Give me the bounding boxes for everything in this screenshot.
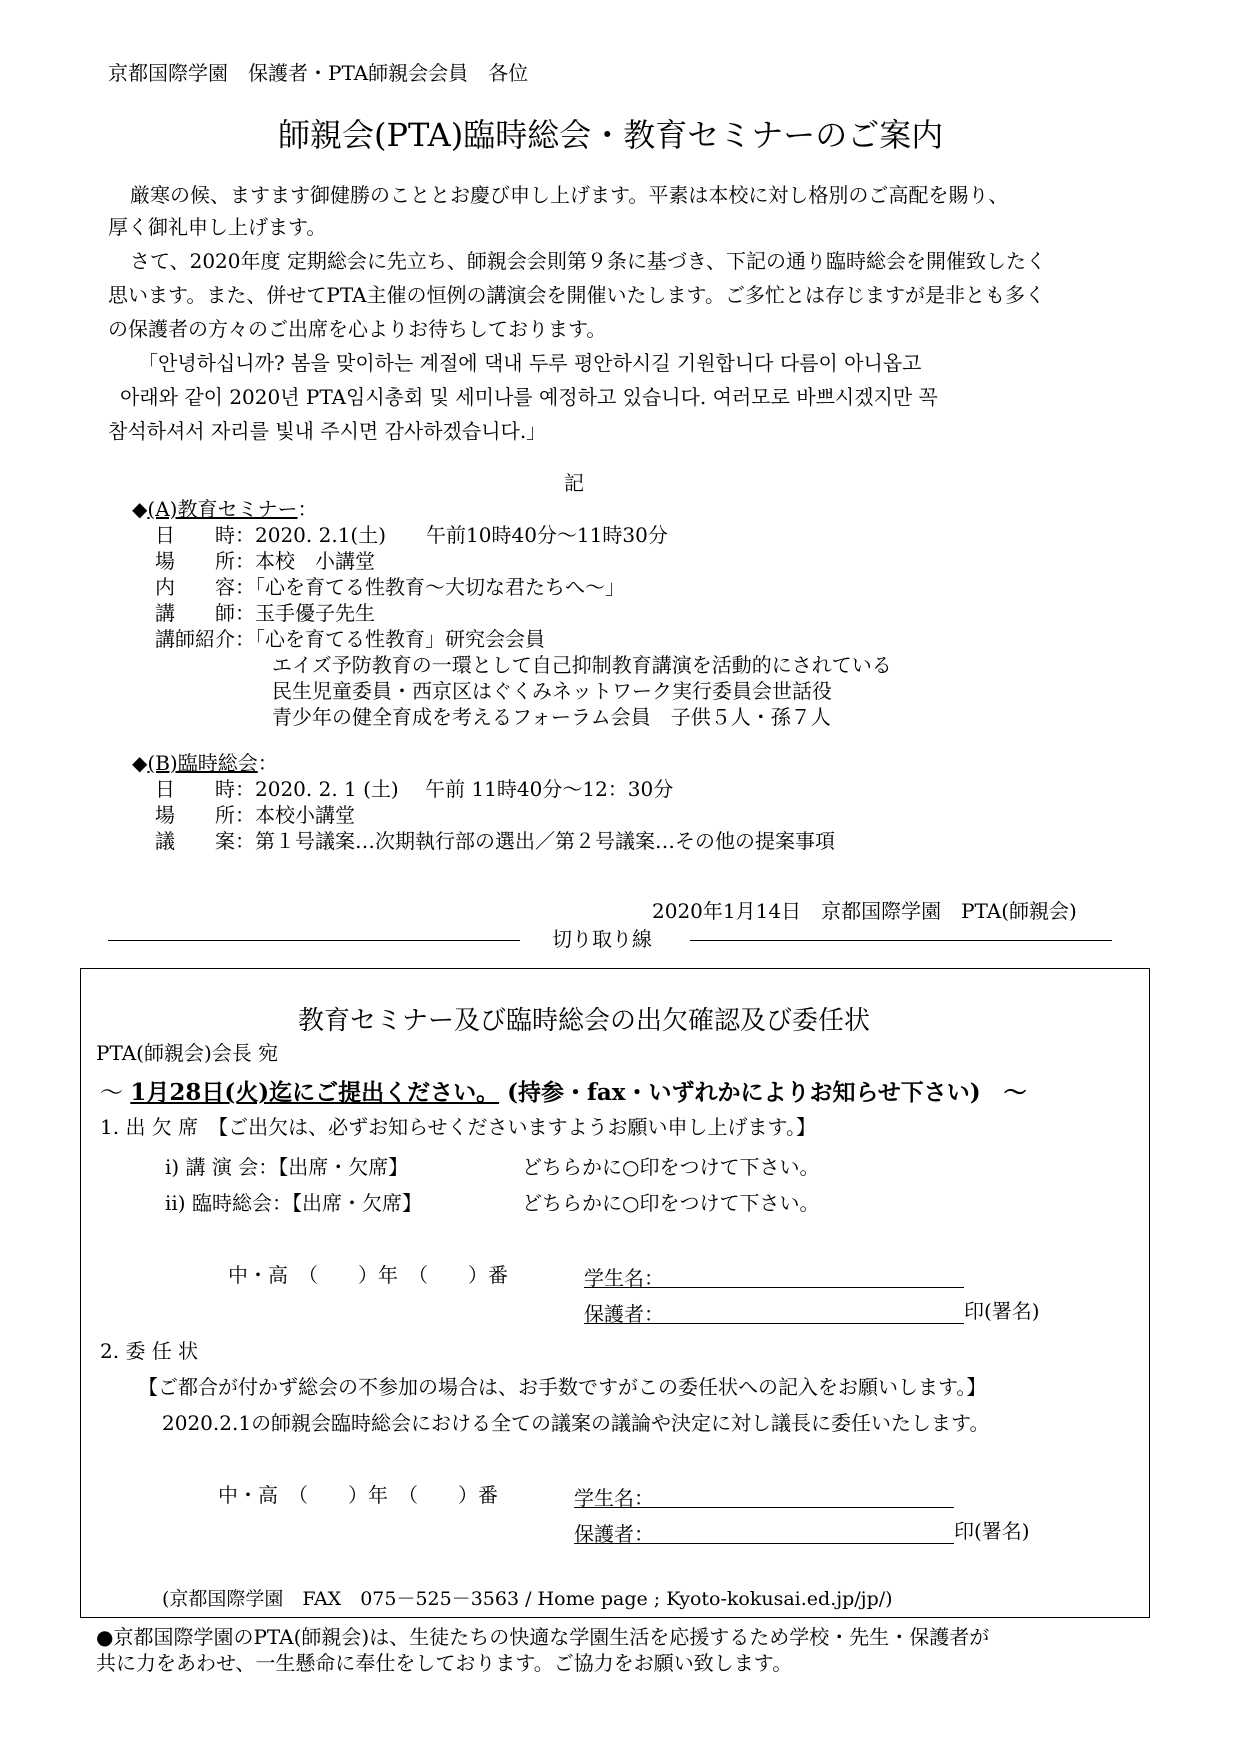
section-a-title: (A)教育セミナー bbox=[147, 497, 298, 521]
issue-date-line: 2020年1月14日 京都国際学園 PTA(師親会) bbox=[652, 899, 1077, 923]
student-name-field[interactable] bbox=[584, 1262, 964, 1288]
row-label: 日 時： bbox=[155, 523, 255, 547]
row-value: 「心を育てる性教育」研究会会員 bbox=[255, 627, 545, 651]
section-a-row bbox=[155, 626, 545, 652]
section-b-row bbox=[155, 802, 355, 828]
deadline-prefix: ～ bbox=[100, 1080, 131, 1106]
seal-label: 印(署名) bbox=[954, 1519, 1030, 1543]
deadline-note: (持参・fax・いずれかによりお知らせ下さい) ～ bbox=[499, 1079, 1027, 1106]
row-value: 第１号議案…次期執行部の選出／第２号議案…その他の提案事項 bbox=[255, 829, 835, 853]
row-label: 場 所： bbox=[155, 803, 255, 827]
closing-line-2: 共に力をあわせ、一生懸命に奉仕をしております。ご協力をお願い致します。 bbox=[96, 1651, 793, 1675]
row-label: 場 所： bbox=[155, 549, 255, 573]
intro-line-3: の保護者の方々のご出席を心よりお待ちしております。 bbox=[108, 317, 607, 341]
section-b-row bbox=[155, 776, 673, 802]
label-text: 保護者： bbox=[584, 1302, 664, 1326]
korean-line-1: 「안녕하십니까? 봄을 맞이하는 계절에 댁내 두루 평안하시길 기원합니다 다름이 아니옵고 bbox=[138, 351, 922, 375]
row-value: 本校 小講堂 bbox=[255, 549, 375, 573]
proxy-statement: 2020.2.1の師親会臨時総会における全ての議案の議論や決定に対し議長に委任いたします。 bbox=[162, 1411, 990, 1435]
section-a-row bbox=[155, 600, 375, 626]
lecture-attendance[interactable] bbox=[165, 1154, 408, 1180]
closing-line-1: ●京都国際学園のPTA(師親会)は、生徒たちの快適な学園生活を応援するため学校・先生・保護者が bbox=[96, 1625, 990, 1649]
addressee: 京都国際学園 保護者・PTA師親会会員 各位 bbox=[108, 61, 529, 85]
deadline-text: 1月28日(火)迄にご提出ください。 bbox=[130, 1079, 500, 1106]
guardian-name-field[interactable] bbox=[574, 1518, 1030, 1544]
instructor-intro-line: 民生児童委員・西京区はぐくみネットワーク実行委員会世話役 bbox=[272, 679, 832, 703]
student-name-field[interactable] bbox=[574, 1482, 954, 1508]
lecture-attendance-label: ⅰ) 講 演 会：【出席・欠席】 bbox=[165, 1155, 409, 1179]
row-value: 「心を育てる性教育～大切な君たちへ～」 bbox=[255, 575, 625, 599]
section-b-title: (B)臨時総会 bbox=[147, 751, 258, 775]
intro-line-1: さて、2020年度 定期総会に先立ち、師親会会則第９条に基づき、下記の通り臨時総会を開催致したく bbox=[130, 249, 1047, 273]
row-label: 講 師： bbox=[155, 601, 255, 625]
form-title: 教育セミナー及び臨時総会の出欠確認及び委任状 bbox=[298, 1006, 871, 1036]
seal-label: 印(署名) bbox=[964, 1299, 1040, 1323]
form-addressee: PTA(師親会)会長 宛 bbox=[96, 1041, 279, 1065]
cut-line-right bbox=[690, 940, 1112, 941]
proxy-heading: 2. 委 任 状 bbox=[100, 1339, 199, 1363]
instructor-intro-line: エイズ予防教育の一環として自己抑制教育講演を活動的にされている bbox=[272, 653, 892, 677]
row-value: 本校小講堂 bbox=[255, 803, 355, 827]
cut-line-label: 切り取り線 bbox=[552, 927, 652, 951]
meeting-attendance-label: ⅱ) 臨時総会：【出席・欠席】 bbox=[165, 1191, 422, 1215]
cut-line-left bbox=[108, 940, 520, 941]
diamond-icon: ◆ bbox=[132, 751, 148, 775]
section-a-heading bbox=[132, 496, 317, 522]
contact-info: (京都国際学園 FAX 075－525－3563 / Home page ; Kyoto-kokusai.ed.jp/jp/) bbox=[162, 1588, 893, 1610]
greeting-line-1: 厳寒の候、ますます御健勝のこととお慶び申し上げます。平素は本校に対し格別のご高配を賜り、 bbox=[130, 183, 1009, 207]
row-label: 講師紹介： bbox=[155, 627, 255, 651]
diamond-icon: ◆ bbox=[132, 497, 148, 521]
label-text: 学生名： bbox=[574, 1486, 654, 1510]
grade-number-line: 中・高 （ ）年 （ ）番 bbox=[228, 1263, 508, 1287]
page-title: 師親会(PTA)臨時総会・教育セミナーのご案内 bbox=[278, 116, 944, 154]
guardian-name-label bbox=[584, 1301, 964, 1324]
row-label: 内 容： bbox=[155, 575, 255, 599]
section-b-heading bbox=[132, 750, 278, 776]
proxy-note: 【ご都合が付かず総会の不参加の場合は、お手数ですがこの委任状への記入をお願いします。】 bbox=[138, 1375, 987, 1399]
row-label: 日 時： bbox=[155, 777, 255, 801]
attendance-note: 【ご出欠は、必ずお知らせくださいますようお願い申し上げます。】 bbox=[218, 1115, 816, 1139]
ki-marker: 記 bbox=[564, 471, 584, 495]
intro-line-2: 思います。また、併せてPTA主催の恒例の講演会を開催いたします。ご多忙とは存じますが是非とも多く bbox=[108, 283, 1045, 307]
meeting-attendance[interactable] bbox=[165, 1190, 422, 1216]
attendance-section bbox=[100, 1114, 816, 1140]
korean-line-3: 참석하셔서 자리를 빛내 주시면 감사하겠습니다.」 bbox=[108, 419, 547, 443]
greeting-line-2: 厚く御礼申し上げます。 bbox=[108, 215, 327, 239]
label-text: 学生名： bbox=[584, 1266, 664, 1290]
row-value: 2020. 2.1(土) 午前10時40分～11時30分 bbox=[255, 523, 668, 547]
label-text: 保護者： bbox=[574, 1522, 654, 1546]
lecture-attendance-note: どちらかに○印をつけて下さい。 bbox=[522, 1155, 820, 1179]
attendance-heading: 1. 出 欠 席 bbox=[100, 1115, 199, 1139]
section-a-row bbox=[155, 522, 668, 548]
guardian-name-label bbox=[574, 1521, 954, 1544]
section-b-row bbox=[155, 828, 835, 854]
row-label: 議 案： bbox=[155, 829, 255, 853]
section-b-colon: ： bbox=[257, 751, 278, 775]
instructor-intro-line: 青少年の健全育成を考えるフォーラム会員 子供５人・孫７人 bbox=[272, 705, 831, 729]
row-value: 2020. 2. 1 (土) 午前 11時40分～12：30分 bbox=[255, 777, 674, 801]
section-a-colon: ： bbox=[297, 497, 318, 521]
student-name-label bbox=[584, 1265, 964, 1288]
guardian-name-field[interactable] bbox=[584, 1298, 1040, 1324]
deadline-line bbox=[100, 1074, 1027, 1107]
korean-line-2: 아래와 같이 2020년 PTA임시총회 및 세미나를 예정하고 있습니다. 여러모로 바쁘시겠지만 꼭 bbox=[120, 385, 938, 409]
section-a-row bbox=[155, 548, 375, 574]
student-name-label bbox=[574, 1485, 954, 1508]
grade-number-line: 中・高 （ ）年 （ ）番 bbox=[218, 1483, 498, 1507]
section-a-row bbox=[155, 574, 625, 600]
meeting-attendance-note: どちらかに○印をつけて下さい。 bbox=[522, 1191, 820, 1215]
row-value: 玉手優子先生 bbox=[255, 601, 375, 625]
